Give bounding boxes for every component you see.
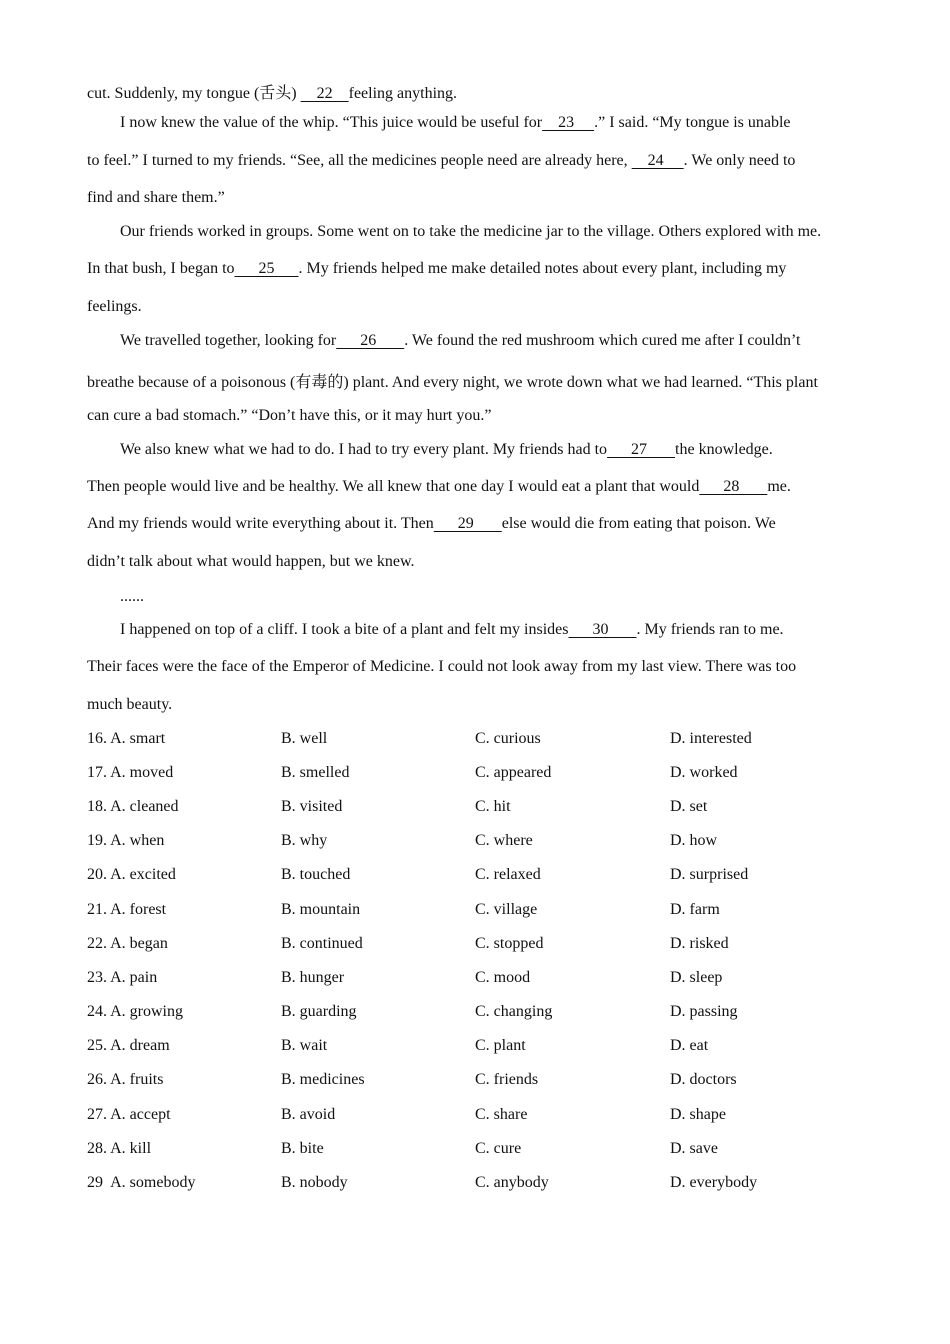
- blank-29: 29: [433, 515, 502, 532]
- text-line: feelings.: [87, 298, 142, 315]
- option-b: B. wait: [281, 1037, 328, 1054]
- option-c: C. plant: [475, 1037, 526, 1054]
- blank-25: 25: [234, 260, 299, 277]
- text-line: breathe because of a poisonous (有毒的) plant. And every night, we wrote down what we had learned. “This plant: [87, 374, 818, 391]
- text-line: didn’t talk about what would happen, but we knew.: [87, 553, 415, 570]
- text-segment: . My friends helped me make detailed notes about every plant, including my: [298, 260, 787, 277]
- option-b: B. hunger: [281, 969, 345, 986]
- question-row-24: [87, 1003, 863, 1025]
- text-line: ......: [120, 588, 144, 605]
- blank-26: 26: [336, 332, 405, 349]
- text-segment: . We found the red mushroom which cured me after I couldn’t: [404, 332, 801, 349]
- question-row-27: [87, 1106, 863, 1128]
- text-line: [120, 441, 773, 459]
- option-c: C. hit: [475, 798, 511, 815]
- option-a: 21. A. forest: [87, 901, 167, 918]
- option-b: B. nobody: [281, 1174, 348, 1191]
- option-a: 29 A. somebody: [87, 1174, 196, 1191]
- option-c: C. share: [475, 1106, 528, 1123]
- option-c: C. appeared: [475, 764, 552, 781]
- option-d: D. worked: [670, 764, 738, 781]
- blank-30: 30: [568, 621, 637, 638]
- option-b: B. visited: [281, 798, 343, 815]
- option-a: 26. A. fruits: [87, 1071, 164, 1088]
- blank-28: 28: [699, 478, 768, 495]
- option-b: B. mountain: [281, 901, 361, 918]
- option-c: C. curious: [475, 730, 541, 747]
- question-row-29: [87, 1174, 863, 1196]
- text-segment: . My friends ran to me.: [636, 621, 784, 638]
- text-line: [120, 114, 791, 132]
- text-line: can cure a bad stomach.” “Don’t have this, or it may hurt you.”: [87, 407, 492, 424]
- text-line: [87, 80, 457, 103]
- question-row-20: [87, 866, 863, 888]
- option-d: D. interested: [670, 730, 752, 747]
- option-c: C. anybody: [475, 1174, 549, 1191]
- question-row-28: [87, 1140, 863, 1162]
- option-c: C. mood: [475, 969, 531, 986]
- question-row-22: [87, 935, 863, 957]
- option-d: D. sleep: [670, 969, 723, 986]
- option-d: D. eat: [670, 1037, 709, 1054]
- text-segment: Then people would live and be healthy. We all knew that one day I would eat a plant that would: [87, 478, 700, 495]
- option-b: B. bite: [281, 1140, 324, 1157]
- text-line: [120, 621, 784, 639]
- question-row-18: [87, 798, 863, 820]
- option-d: D. passing: [670, 1003, 738, 1020]
- question-row-21: [87, 901, 863, 923]
- text-segment: I happened on top of a cliff. I took a bite of a plant and felt my insides: [120, 621, 569, 638]
- option-c: C. friends: [475, 1071, 539, 1088]
- text-segment: me.: [767, 478, 791, 495]
- option-a: 18. A. cleaned: [87, 798, 179, 815]
- option-b: B. well: [281, 730, 328, 747]
- text-segment: else would die from eating that poison. We: [501, 515, 776, 532]
- option-c: C. changing: [475, 1003, 553, 1020]
- question-row-17: [87, 764, 863, 786]
- option-a: 25. A. dream: [87, 1037, 170, 1054]
- option-a: 20. A. excited: [87, 866, 176, 883]
- option-b: B. guarding: [281, 1003, 357, 1020]
- text-segment: .” I said. “My tongue is unable: [594, 114, 791, 131]
- text-line: [87, 152, 795, 170]
- option-c: C. where: [475, 832, 533, 849]
- option-a: 28. A. kill: [87, 1140, 152, 1157]
- option-a: 22. A. began: [87, 935, 168, 952]
- text-segment: . We only need to: [683, 152, 796, 169]
- text-line: [120, 332, 800, 350]
- question-row-23: [87, 969, 863, 991]
- option-b: B. avoid: [281, 1106, 336, 1123]
- option-a: 24. A. growing: [87, 1003, 183, 1020]
- option-c: C. village: [475, 901, 538, 918]
- option-c: C. relaxed: [475, 866, 541, 883]
- option-b: B. why: [281, 832, 328, 849]
- question-row-26: [87, 1071, 863, 1093]
- text-line: [87, 478, 791, 496]
- text-line: Our friends worked in groups. Some went on to take the medicine jar to the village. Others explored with me.: [120, 223, 822, 240]
- text-segment: We also knew what we had to do. I had to try every plant. My friends had to: [120, 441, 608, 458]
- blank-22: 22: [300, 85, 349, 102]
- blank-24: 24: [631, 152, 684, 169]
- question-row-19: [87, 832, 863, 854]
- text-segment: We travelled together, looking for: [120, 332, 337, 349]
- text-segment: And my friends would write everything about it. Then: [87, 515, 434, 532]
- text-segment: In that bush, I began to: [87, 260, 235, 277]
- blank-27: 27: [607, 441, 676, 458]
- text-line: find and share them.”: [87, 189, 225, 206]
- text-segment: feeling anything.: [348, 85, 458, 102]
- option-a: 27. A. accept: [87, 1106, 171, 1123]
- option-a: 17. A. moved: [87, 764, 174, 781]
- text-segment: to feel.” I turned to my friends. “See, all the medicines people need are already here,: [87, 152, 632, 169]
- text-line: Their faces were the face of the Emperor of Medicine. I could not look away from my last view. There was too: [87, 658, 797, 675]
- option-d: D. how: [670, 832, 718, 849]
- option-d: D. save: [670, 1140, 718, 1157]
- text-segment: cut. Suddenly, my tongue (舌头): [87, 85, 301, 102]
- option-c: C. stopped: [475, 935, 544, 952]
- option-a: 19. A. when: [87, 832, 165, 849]
- text-line: much beauty.: [87, 696, 173, 713]
- option-c: C. cure: [475, 1140, 522, 1157]
- blank-23: 23: [542, 114, 595, 131]
- option-a: 16. A. smart: [87, 730, 166, 747]
- option-d: D. everybody: [670, 1174, 758, 1191]
- text-line: [87, 260, 786, 278]
- option-d: D. risked: [670, 935, 729, 952]
- question-row-16: [87, 730, 863, 752]
- text-segment: the knowledge.: [675, 441, 773, 458]
- option-d: D. set: [670, 798, 708, 815]
- question-row-25: [87, 1037, 863, 1059]
- text-segment: I now knew the value of the whip. “This juice would be useful for: [120, 114, 543, 131]
- option-b: B. continued: [281, 935, 363, 952]
- option-a: 23. A. pain: [87, 969, 158, 986]
- text-line: [87, 515, 776, 533]
- option-d: D. shape: [670, 1106, 726, 1123]
- option-d: D. doctors: [670, 1071, 737, 1088]
- option-b: B. smelled: [281, 764, 350, 781]
- option-b: B. medicines: [281, 1071, 365, 1088]
- option-d: D. farm: [670, 901, 720, 918]
- option-b: B. touched: [281, 866, 351, 883]
- option-d: D. surprised: [670, 866, 749, 883]
